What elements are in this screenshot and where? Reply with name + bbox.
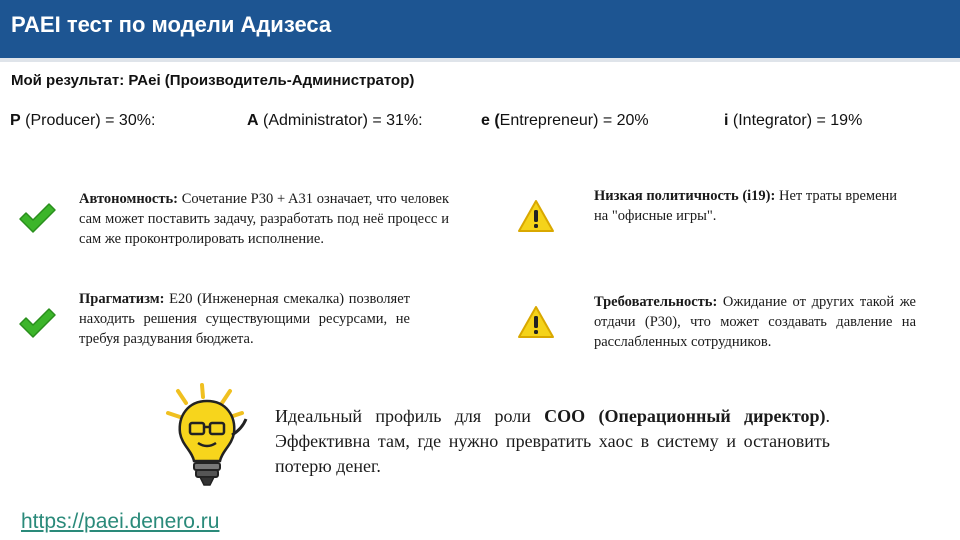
header-bar [0, 0, 960, 62]
score-administrator: A (Administrator) = 31%: [247, 112, 423, 129]
point-pragmatism: Прагматизм: E20 (Инженерная смекалка) позволяет находить решения существующими ресурсами, не требуя раздувания бюджета. [79, 291, 410, 347]
paei-link[interactable]: https://paei.denero.ru [21, 510, 220, 533]
warning-icon [517, 305, 555, 339]
score-integrator: i (Integrator) = 19% [724, 112, 863, 129]
checkmark-icon [17, 200, 57, 236]
point-demanding: Требовательность: Ожидание от других такой же отдачи (P30), что может создавать давление на расслабленных сотрудников. [594, 294, 916, 350]
point-autonomy: Автономность: Сочетание P30 + A31 означает, что человек сам может поставить задачу, разработать под неё процесс и сам же проконтролировать исполнение. [79, 191, 449, 247]
score-entrepreneur: e (Entrepreneur) = 20% [481, 112, 649, 129]
page-title: PAEI тест по модели Адизеса [11, 12, 332, 37]
lightbulb-icon [160, 383, 255, 493]
result-label: Мой результат: PAei (Производитель-Администратор) [11, 72, 415, 89]
point-low-politics: Низкая политичность (i19): Нет траты времени на "офисные игры". [594, 188, 898, 224]
score-producer: P (Producer) = 30%: [10, 112, 156, 129]
coo-summary: Идеальный профиль для роли COO (Операционный директор). Эффективна там, где нужно превратить хаос в систему и остановить потерю денег. [275, 406, 830, 476]
checkmark-icon [17, 305, 57, 341]
warning-icon [517, 199, 555, 233]
